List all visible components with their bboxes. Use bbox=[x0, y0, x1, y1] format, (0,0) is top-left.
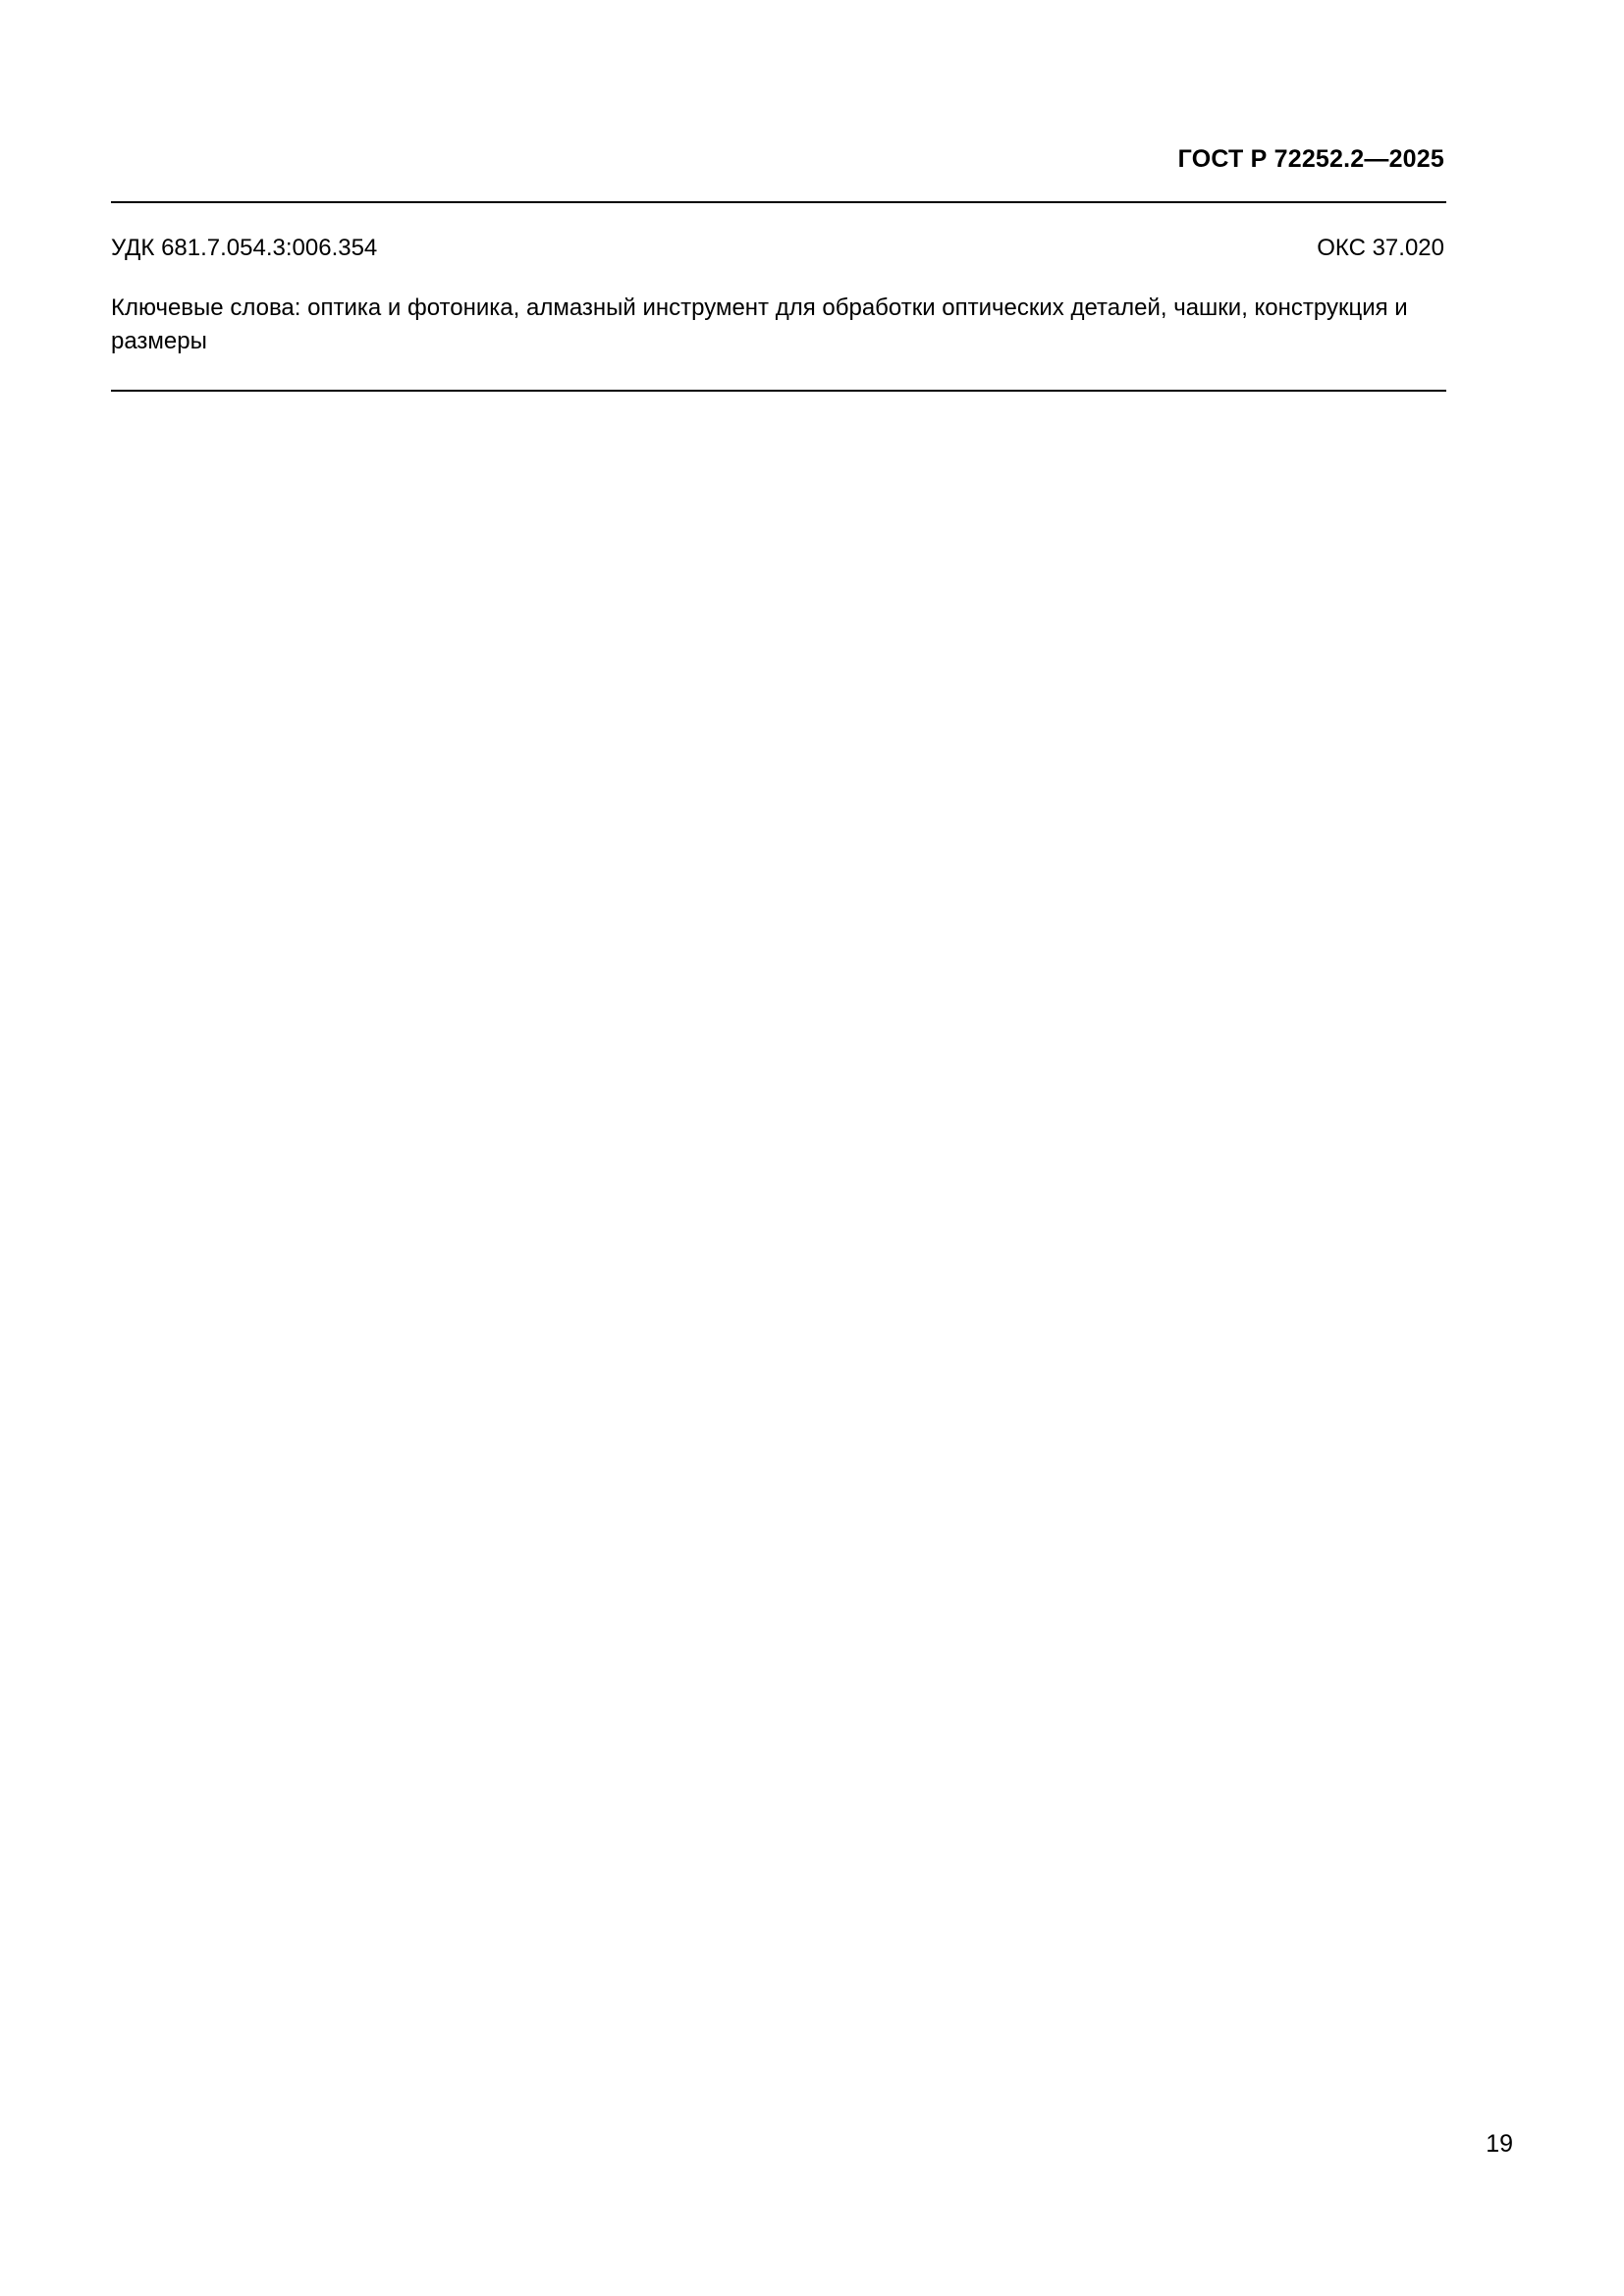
keywords-divider-bottom bbox=[111, 390, 1446, 392]
page-number: 19 bbox=[1486, 2130, 1513, 2158]
standard-designation-header: ГОСТ Р 72252.2—2025 bbox=[1177, 145, 1444, 173]
udk-code: УДК 681.7.054.3:006.354 bbox=[111, 235, 378, 261]
classification-codes-row bbox=[111, 203, 1446, 262]
keywords-paragraph: Ключевые слова: оптика и фотоника, алмазный инструмент для обработки оптических деталей, чашки, конструкция и размеры bbox=[111, 294, 1408, 355]
oks-code: ОКС 37.020 bbox=[1317, 235, 1444, 261]
page-content bbox=[111, 0, 1446, 392]
